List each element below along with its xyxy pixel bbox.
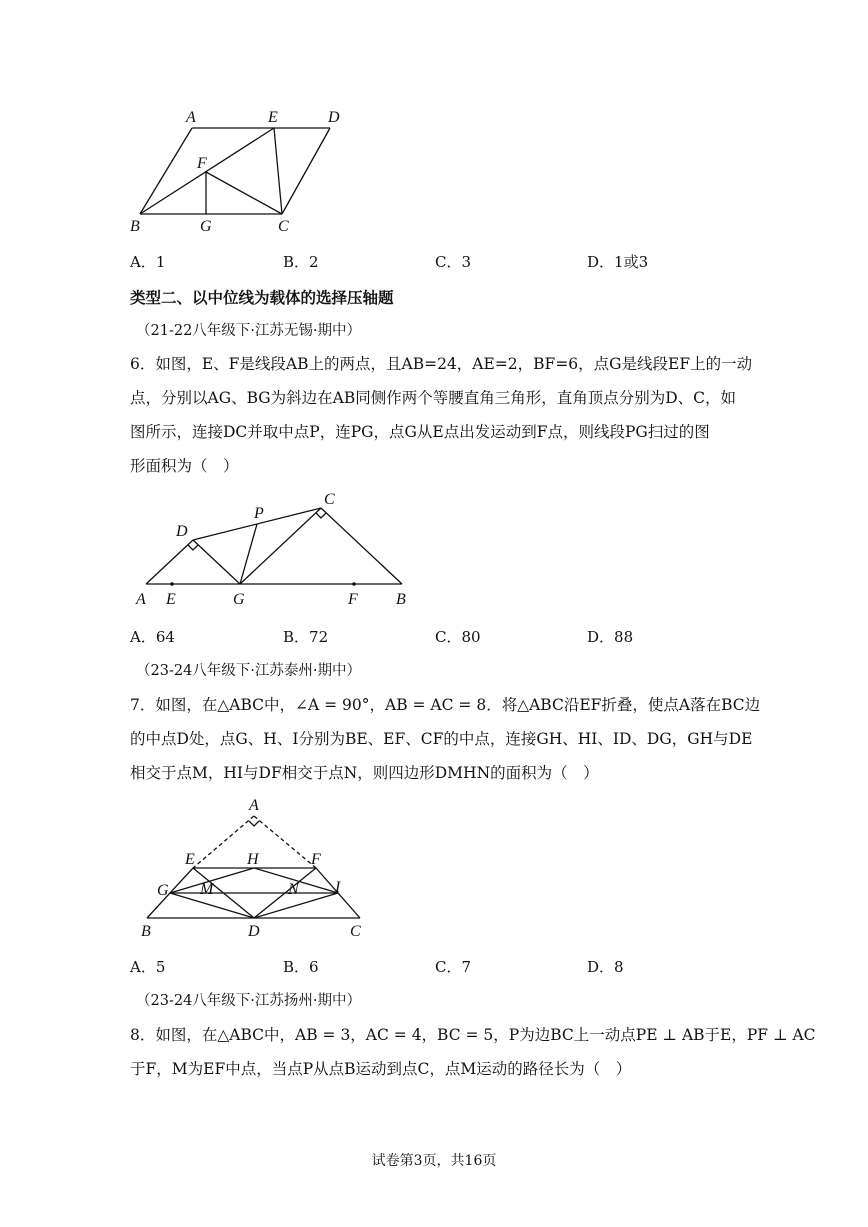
q6-source: （21-22八年级下·江苏无锡·期中）	[136, 323, 362, 339]
label-I: I	[335, 879, 341, 896]
point-E	[170, 582, 174, 586]
segment-CB	[321, 508, 402, 584]
label-G: G	[200, 218, 212, 235]
label-E: E	[166, 591, 176, 608]
label-C: C	[350, 923, 361, 940]
page-footer: 试卷第3页，共16页	[371, 1153, 497, 1169]
segment-DG	[193, 540, 240, 584]
label-G: G	[157, 882, 169, 899]
segment-FC	[206, 172, 282, 214]
label-P: P	[254, 505, 264, 522]
q5-option-a: A．1	[130, 253, 166, 271]
label-C: C	[324, 491, 335, 508]
label-D: D	[248, 923, 260, 940]
label-A: A	[136, 591, 146, 608]
q7-text-line: 的中点D处，点G、H、I分别为BE、EF、CF的中点，连接GH、HI、ID、DG，GH与DE	[130, 730, 753, 748]
segment-AE-dashed	[193, 816, 254, 868]
q8-source: （23-24八年级下·江苏扬州·期中）	[136, 993, 362, 1009]
segment-GC	[240, 508, 321, 584]
segment-AB	[140, 128, 192, 214]
q7-text-line: 7．如图，在△ABC中，∠A = 90°，AB = AC = 8．将△ABC沿EF折叠，使点A落在BC边	[130, 696, 761, 714]
segment-AF-dashed	[254, 816, 316, 868]
label-N: N	[288, 881, 299, 898]
section-heading: 类型二、以中位线为载体的选择压轴题	[130, 289, 394, 307]
label-B: B	[396, 591, 406, 608]
segment-BE	[140, 128, 274, 214]
label-C: C	[278, 218, 289, 235]
right-angle-mark-A	[249, 821, 259, 826]
segment-PG	[240, 524, 257, 584]
label-B: B	[130, 218, 140, 235]
q5-option-c: C．3	[435, 253, 472, 271]
q6-text-line: 6．如图，E、F是线段AB上的两点，且AB=24，AE=2，BF=6，点G是线段EF上的一动	[130, 355, 753, 373]
point-F	[352, 582, 356, 586]
q6-option-d: D．88	[587, 628, 634, 646]
label-A: A	[186, 109, 196, 126]
segment-EC	[274, 128, 282, 214]
q7-figure	[130, 794, 370, 944]
q8-text-line: 于F，M为EF中点，当点P从点B运动到点C，点M运动的路径长为（ ）	[130, 1060, 632, 1078]
q6-text-line: 形面积为（ ）	[130, 457, 239, 475]
right-angle-mark-D	[188, 545, 198, 550]
q6-option-b: B．72	[283, 628, 329, 646]
q6-text-line: 图所示，连接DC并取中点P，连PG，点G从E点出发运动到F点，则线段PG扫过的图	[130, 423, 710, 441]
q6-text-line: 点，分别以AG、BG为斜边在AB同侧作两个等腰直角三角形，直角顶点分别为D、C，如	[130, 389, 737, 407]
segment-DC	[282, 128, 330, 214]
q8-text-line: 8．如图，在△ABC中，AB = 3，AC = 4，BC = 5，P为边BC上一动点PE ⊥ AB于E，PF ⊥ AC	[130, 1026, 816, 1044]
label-A: A	[249, 797, 259, 814]
q5-option-b: B．2	[283, 253, 319, 271]
label-H: H	[247, 851, 259, 868]
right-angle-mark-C	[316, 513, 326, 518]
label-B: B	[141, 923, 151, 940]
label-D: D	[176, 523, 188, 540]
segment-AD	[146, 540, 193, 584]
label-G: G	[233, 591, 245, 608]
q7-option-d: D．8	[587, 958, 624, 976]
label-F: F	[311, 851, 321, 868]
q7-text-line: 相交于点M，HI与DF相交于点N，则四边形DMHN的面积为（ ）	[130, 764, 599, 782]
label-M: M	[200, 881, 214, 898]
q7-source: （23-24八年级下·江苏泰州·期中）	[136, 663, 362, 679]
q7-option-b: B．6	[283, 958, 319, 976]
label-E: E	[185, 851, 195, 868]
label-D: D	[328, 109, 340, 126]
label-F: F	[348, 591, 358, 608]
q6-figure	[130, 486, 420, 612]
q5-option-d: D．1或3	[587, 253, 649, 271]
q6-option-a: A．64	[130, 628, 175, 646]
q5-figure	[120, 100, 360, 240]
q7-option-c: C．7	[435, 958, 472, 976]
q6-option-c: C．80	[435, 628, 481, 646]
label-F: F	[197, 155, 207, 172]
q7-option-a: A．5	[130, 958, 166, 976]
label-E: E	[268, 109, 278, 126]
